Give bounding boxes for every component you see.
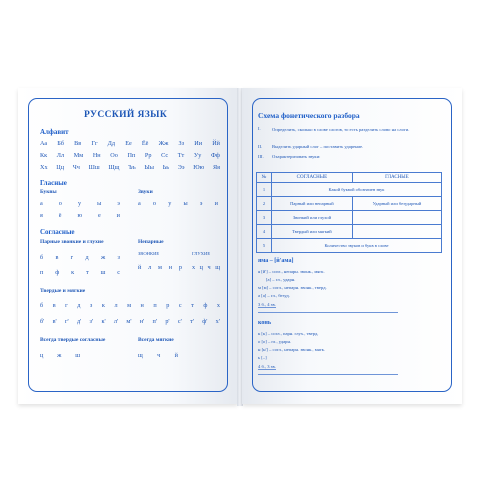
letter-cell: Сс [161,152,169,159]
table-row-empty [352,211,441,225]
table-row-text: Парный или непарный [272,197,353,211]
letter-cell: Юю [193,164,205,171]
paired-voiced-row [40,254,120,261]
table-header-row [257,173,442,183]
letter-cell: ч [207,264,211,271]
letter-cell: с [117,269,120,276]
vowel-letters-row-1 [40,200,120,207]
step-2-num: II. [258,144,263,149]
unpaired-label: Непарные [138,239,164,245]
example-2-line-4: ь [–] [258,355,267,360]
writing-line [258,374,398,375]
letter-cell: э [117,200,120,207]
letter-cell: п [153,302,157,309]
letter-cell: Гг [91,140,98,147]
letter-cell: ф [55,269,60,276]
letter-cell: х' [215,318,220,325]
table-row-num: 5 [257,239,272,253]
letter-cell: Яя [212,164,220,171]
letter-cell: Аа [40,140,48,147]
table-row [257,239,442,253]
vowel-sounds-row [138,200,218,207]
letter-cell: в [52,302,56,309]
table-row [257,197,442,211]
letter-cell: Ээ [177,164,185,171]
letter-cell: Шш [88,164,100,171]
writing-line [258,312,398,313]
letter-cell: ц [199,264,203,271]
letter-cell: н' [139,318,145,325]
letter-cell: Уу [193,152,202,159]
table-header-num: № [257,173,272,183]
letter-cell: ы [183,200,188,207]
letter-cell: м [127,302,131,309]
letter-cell: у [77,200,82,207]
letter-cell: ш [75,352,80,359]
soft-consonants-row [40,318,220,325]
letter-cell: Рр [144,152,152,159]
letter-cell: з' [89,318,94,325]
phonetic-table [256,172,442,253]
letter-cell: м [158,264,162,271]
example-1-line-4: а [а] – гл., безуд. [258,293,290,298]
sounds-label: Звуки [138,189,153,195]
example-1-count: 3 б., 4 зв. [258,302,276,307]
letter-cell: Пп [127,152,136,159]
letter-cell: а [138,200,141,207]
letter-cell: ж [100,254,106,261]
left-page-title: РУССКИЙ ЯЗЫК [84,110,168,120]
open-notebook [18,88,464,408]
table-row-text: Звонкий или глухой [272,211,353,225]
unpaired-voiceless-row [192,264,220,271]
alphabet-row-3 [40,164,220,171]
alphabet-row-1 [40,140,220,147]
always-soft-row [138,352,178,359]
voiceless-label: ГЛУХИЕ [192,251,211,256]
phonetic-scheme-title: Схема фонетического разбора [258,111,360,120]
letter-cell: Ии [194,140,203,147]
letter-cell: й [138,264,142,271]
table-row-num: 1 [257,183,272,197]
hard-soft-label: Твердые и мягкие [40,288,86,294]
letter-cell: Ъъ [128,164,136,171]
letter-cell: ё [58,212,62,219]
letter-cell: л' [113,318,119,325]
letter-cell: н [140,302,144,309]
letter-cell: х [216,302,220,309]
letter-cell: Ёё [141,140,149,147]
letter-cell: й [174,352,178,359]
letter-cell: ш [100,269,106,276]
example-2-line-2: о [о] – гл., ударн. [258,339,292,344]
unpaired-voiced-row [138,264,182,271]
letter-cell: р [178,264,182,271]
step-3-num: III. [258,154,264,159]
letter-cell: Бб [57,140,64,147]
table-row-text-vowel: Ударный или безударный [352,197,441,211]
letter-cell: Оо [110,152,118,159]
left-page [18,88,238,404]
letter-cell: Вв [74,140,82,147]
letter-cell: г [65,302,68,309]
letter-cell: Цц [56,164,65,171]
letter-cell: щ [215,264,220,271]
letter-cell: л [114,302,118,309]
paired-voiceless-row [40,269,120,276]
letter-cell: ф' [202,318,208,325]
paired-label: Парные звонкие и глухие [40,239,104,245]
example-1-line-3: м [м] – согл., непарн. звонк., тверд. [258,285,327,290]
letter-cell: щ [138,352,143,359]
letter-cell: к' [101,318,106,325]
letter-cell: и [116,212,120,219]
letter-cell: л [148,264,152,271]
table-row-num: 3 [257,211,272,225]
voiced-label: ЗВОНКИЕ [138,251,160,256]
letter-cell: э [199,200,203,207]
letter-cell: Зз [178,140,185,147]
letter-cell: с' [177,318,182,325]
letter-cell: Щщ [108,164,120,171]
letter-cell: р' [165,318,170,325]
table-row [257,183,442,197]
letter-cell: я [40,212,43,219]
letter-cell: Лл [56,152,65,159]
letter-cell: д' [76,318,82,325]
always-soft-label: Всегда мягкие [138,337,174,343]
letter-cell: Ыы [144,164,154,171]
letter-cell: м' [126,318,132,325]
letter-cell: ц [40,352,44,359]
letter-cell: и [214,200,218,207]
letter-cell: н [168,264,173,271]
letter-cell: т' [190,318,194,325]
letter-cell: г' [64,318,69,325]
letter-cell: х [192,264,196,271]
hard-consonants-row [40,302,220,309]
example-1-line-2: [а] – гл., ударн. [266,277,296,282]
table-row-num: 4 [257,225,272,239]
letter-cell: Жж [158,140,169,147]
letter-cell: п' [152,318,157,325]
table-row-empty [352,225,441,239]
letter-cell: Ее [125,140,132,147]
step-1-text: Определить, сколько в слове слогов, то есть разделить слово на слоги. [272,127,410,132]
always-hard-row [40,352,80,359]
letters-label: Буквы [40,189,57,195]
letter-cell: е [98,212,101,219]
letter-cell: с [178,302,182,309]
letter-cell: к [101,302,105,309]
letter-cell: ч [157,352,161,359]
example-2-line-1: к [к] – согл., парн. глух., тверд. [258,331,319,336]
step-1-num: I. [258,126,261,131]
letter-cell: п [40,269,44,276]
letter-cell: д [77,302,81,309]
step-2-text: Выделить ударный слог – поставить ударение. [272,144,364,149]
letter-cell: Тт [177,152,185,159]
letter-cell: р [166,302,170,309]
letter-cell: д [85,254,89,261]
letter-cell: Кк [40,152,48,159]
example-2-line-3: н [н'] – согл., непарн. звонк., мягк. [258,347,325,352]
letter-cell: г [70,254,74,261]
letter-cell: Мм [73,152,84,159]
right-page [242,88,462,404]
table-row-text: Какой буквой обозначен звук [272,183,442,197]
letter-cell: о [152,200,157,207]
letter-cell: ж [57,352,62,359]
alphabet-row-2 [40,152,220,159]
vowel-letters-row-2 [40,212,120,219]
letter-cell: ф [203,302,208,309]
letter-cell: ы [97,200,102,207]
letter-cell: в' [52,318,57,325]
letter-cell: к [71,269,75,276]
letter-cell: Йй [212,140,220,147]
example-1-word: яма – [й'ама] [258,258,294,264]
table-header-vowels: ГЛАСНЫЕ [352,173,441,183]
letter-cell: Дд [107,140,116,147]
table-row-num: 2 [257,197,272,211]
letter-cell: а [40,200,43,207]
letter-cell: з [117,254,120,261]
letter-cell: ю [77,212,83,219]
table-header-consonants: СОГЛАСНЫЕ [272,173,353,183]
table-row [257,225,442,239]
letter-cell: о [58,200,62,207]
table-row [257,211,442,225]
example-1-line-1: я [й'] – согл., непарн. звонк., мягк. [258,269,325,274]
letter-cell: б [40,302,44,309]
letter-cell: б [40,254,44,261]
letter-cell: Фф [211,152,220,159]
letter-cell: Хх [40,164,48,171]
alphabet-heading: Алфавит [40,128,69,136]
example-2-word: конь [258,320,272,326]
letter-cell: т [85,269,89,276]
letter-cell: у [168,200,172,207]
consonants-heading: Согласные [40,228,75,236]
step-3-text: Охарактеризовать звуки: [272,154,321,159]
letter-cell: Чч [72,164,80,171]
always-hard-label: Всегда твердые согласные [40,337,106,343]
table-row-text: Количество звуков и букв в слове [272,239,442,253]
letter-cell: б' [40,318,45,325]
letter-cell: з [89,302,93,309]
letter-cell: в [55,254,59,261]
letter-cell: Нн [92,152,101,159]
example-2-count: 4 б., 3 зв. [258,364,276,369]
letter-cell: Ьь [162,164,170,171]
vowels-heading: Гласные [40,179,67,187]
letter-cell: т [191,302,194,309]
table-row-text: Твердый или мягкий [272,225,353,239]
